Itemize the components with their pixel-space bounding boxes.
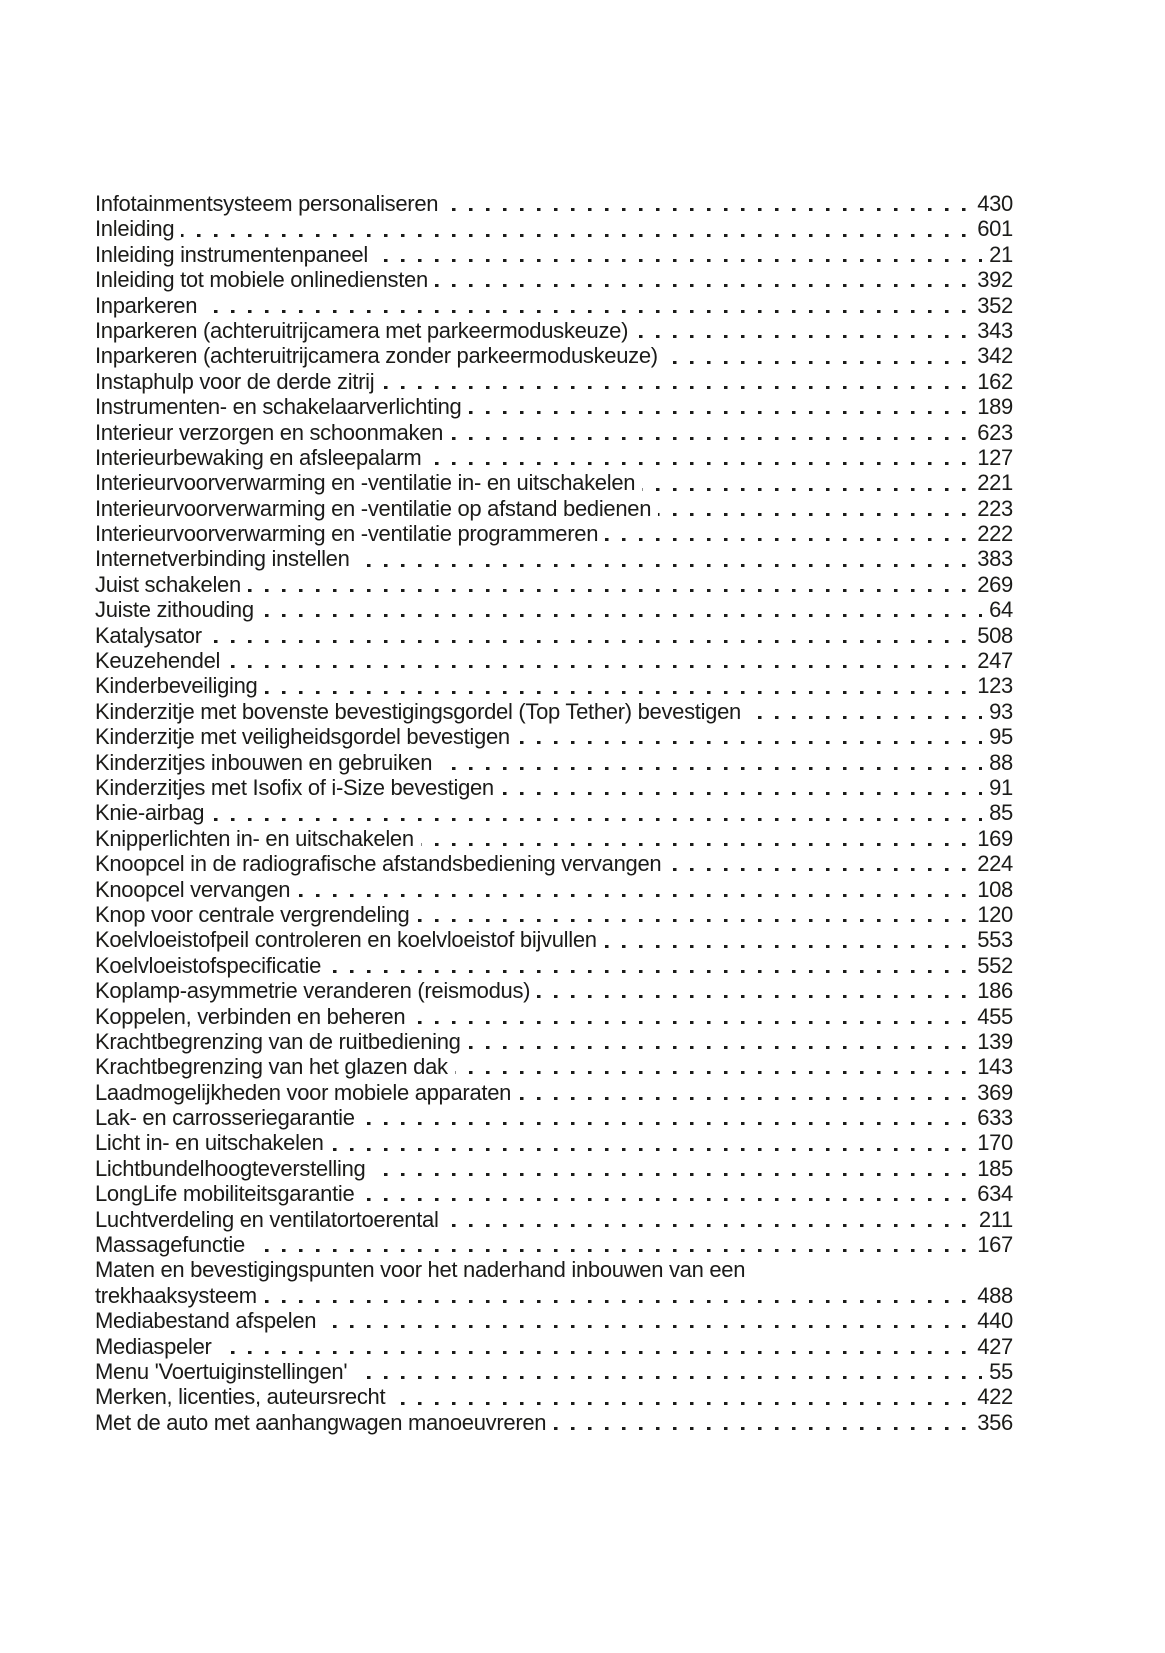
index-entry bbox=[95, 496, 1013, 521]
index-entry-page: 127 bbox=[970, 445, 1013, 470]
index-entry-label: Inleiding instrumentenpaneel bbox=[95, 242, 375, 267]
index-entry-label: Juist schakelen bbox=[95, 572, 248, 597]
index-entry-page: 223 bbox=[970, 496, 1013, 521]
index-entry-label: Laadmogelijkheden voor mobiele apparaten bbox=[95, 1080, 518, 1105]
index-entry-page: 269 bbox=[970, 572, 1013, 597]
index-entry bbox=[95, 1232, 1013, 1257]
index-entry-page: 162 bbox=[970, 369, 1013, 394]
index-entry-label: Instrumenten- en schakelaarverlichting bbox=[95, 394, 468, 419]
index-entry bbox=[95, 546, 1013, 571]
index-entry bbox=[95, 623, 1013, 648]
index-entry-label: Maten en bevestigingspunten voor het naderhand inbouwen van een bbox=[95, 1257, 752, 1282]
index-list bbox=[95, 191, 1013, 1435]
index-entry bbox=[95, 1080, 1013, 1105]
index-entry bbox=[95, 420, 1013, 445]
index-entry-page: 356 bbox=[970, 1410, 1013, 1435]
index-entry-label: Inleiding bbox=[95, 216, 181, 241]
index-entry-page: 383 bbox=[970, 546, 1013, 571]
index-entry-page: 369 bbox=[970, 1080, 1013, 1105]
index-entry-label: Lak- en carrosseriegarantie bbox=[95, 1105, 362, 1130]
index-entry bbox=[95, 1181, 1013, 1206]
index-entry-label: Knoopcel vervangen bbox=[95, 877, 297, 902]
index-entry-page: 247 bbox=[970, 648, 1013, 673]
index-entry-label: Interieurvoorverwarming en -ventilatie in- en uitschakelen bbox=[95, 470, 642, 495]
index-entry-label: Mediaspeler bbox=[95, 1334, 219, 1359]
index-entry bbox=[95, 1156, 1013, 1181]
index-entry-label: Mediabestand afspelen bbox=[95, 1308, 323, 1333]
index-entry bbox=[95, 826, 1013, 851]
index-entry-label: trekhaaksysteem bbox=[95, 1283, 264, 1308]
index-entry bbox=[95, 699, 1013, 724]
index-entry-page: 169 bbox=[970, 826, 1013, 851]
index-entry-page: 95 bbox=[982, 724, 1013, 749]
index-entry-label: Lichtbundelhoogteverstelling bbox=[95, 1156, 372, 1181]
index-entry-page: 64 bbox=[982, 597, 1013, 622]
index-entry-label: Interieurvoorverwarming en -ventilatie programmeren bbox=[95, 521, 605, 546]
index-entry-label: Knipperlichten in- en uitschakelen bbox=[95, 826, 421, 851]
index-entry-page: 601 bbox=[970, 216, 1013, 241]
index-entry bbox=[95, 800, 1013, 825]
index-entry bbox=[95, 1029, 1013, 1054]
index-entry bbox=[95, 1105, 1013, 1130]
index-entry-page: 224 bbox=[970, 851, 1013, 876]
index-entry-page: 139 bbox=[970, 1029, 1013, 1054]
index-entry-label: Internetverbinding instellen bbox=[95, 546, 357, 571]
index-entry-page: 392 bbox=[970, 267, 1013, 292]
index-entry-page: 342 bbox=[970, 343, 1013, 368]
index-entry-label: Koelvloeistofspecificatie bbox=[95, 953, 328, 978]
index-entry-label: Knop voor centrale vergrendeling bbox=[95, 902, 417, 927]
index-entry-line2 bbox=[95, 1283, 1013, 1308]
index-entry bbox=[95, 445, 1013, 470]
index-entry-line1 bbox=[95, 1257, 1013, 1282]
index-entry-label: Katalysator bbox=[95, 623, 209, 648]
index-entry-page: 143 bbox=[970, 1054, 1013, 1079]
index-entry bbox=[95, 648, 1013, 673]
index-entry-page: 88 bbox=[982, 750, 1013, 775]
index-entry bbox=[95, 216, 1013, 241]
index-entry bbox=[95, 927, 1013, 952]
index-entry-page: 634 bbox=[970, 1181, 1013, 1206]
index-entry-page: 93 bbox=[982, 699, 1013, 724]
index-entry bbox=[95, 1384, 1013, 1409]
index-entry-label: Krachtbegrenzing van de ruitbediening bbox=[95, 1029, 468, 1054]
index-entry-page: 108 bbox=[970, 877, 1013, 902]
index-entry bbox=[95, 318, 1013, 343]
index-entry-label: Knoopcel in de radiografische afstandsbediening vervangen bbox=[95, 851, 668, 876]
index-entry-label: Interieurbewaking en afsleepalarm bbox=[95, 445, 428, 470]
index-entry-label: Luchtverdeling en ventilatortoerental bbox=[95, 1207, 446, 1232]
index-entry-label: Instaphulp voor de derde zitrij bbox=[95, 369, 381, 394]
index-entry-label: Interieur verzorgen en schoonmaken bbox=[95, 420, 450, 445]
index-entry bbox=[95, 1359, 1013, 1384]
index-entry-page: 352 bbox=[970, 293, 1013, 318]
index-entry-label: Keuzehendel bbox=[95, 648, 227, 673]
index-entry bbox=[95, 724, 1013, 749]
index-entry-page: 623 bbox=[970, 420, 1013, 445]
index-entry bbox=[95, 750, 1013, 775]
index-entry-page: 222 bbox=[970, 521, 1013, 546]
index-entry-page: 123 bbox=[970, 673, 1013, 698]
index-entry-page: 85 bbox=[982, 800, 1013, 825]
index-entry bbox=[95, 1054, 1013, 1079]
index-entry bbox=[95, 1308, 1013, 1333]
index-entry-page: 508 bbox=[970, 623, 1013, 648]
index-entry bbox=[95, 343, 1013, 368]
index-entry-label: Kinderzitje met veiligheidsgordel bevestigen bbox=[95, 724, 517, 749]
index-entry-page: 221 bbox=[970, 470, 1013, 495]
index-entry bbox=[95, 1410, 1013, 1435]
index-entry-page: 120 bbox=[970, 902, 1013, 927]
index-entry-page: 552 bbox=[970, 953, 1013, 978]
index-entry-label: Knie-airbag bbox=[95, 800, 211, 825]
index-entry bbox=[95, 1334, 1013, 1359]
index-entry-label: Inparkeren (achteruitrijcamera met parkeermoduskeuze) bbox=[95, 318, 635, 343]
index-entry-page: 343 bbox=[970, 318, 1013, 343]
index-entry-page: 21 bbox=[982, 242, 1013, 267]
index-entry bbox=[95, 902, 1013, 927]
index-entry-page: 91 bbox=[982, 775, 1013, 800]
index-entry-label: Krachtbegrenzing van het glazen dak bbox=[95, 1054, 455, 1079]
index-entry-label: Koppelen, verbinden en beheren bbox=[95, 1004, 412, 1029]
index-entry-label: Kinderzitjes inbouwen en gebruiken bbox=[95, 750, 439, 775]
index-entry-page: 440 bbox=[970, 1308, 1013, 1333]
index-entry-page: 422 bbox=[970, 1384, 1013, 1409]
index-entry-page: 633 bbox=[970, 1105, 1013, 1130]
index-entry bbox=[95, 1207, 1013, 1232]
index-entry bbox=[95, 470, 1013, 495]
index-entry bbox=[95, 978, 1013, 1003]
index-entry-page: 185 bbox=[970, 1156, 1013, 1181]
index-entry bbox=[95, 597, 1013, 622]
index-entry bbox=[95, 851, 1013, 876]
index-entry-label: Merken, licenties, auteursrecht bbox=[95, 1384, 392, 1409]
index-entry-page: 455 bbox=[970, 1004, 1013, 1029]
index-entry-label: Kinderzitje met bovenste bevestigingsgordel (Top Tether) bevestigen bbox=[95, 699, 748, 724]
index-entry-label: Infotainmentsysteem personaliseren bbox=[95, 191, 445, 216]
index-entry bbox=[95, 293, 1013, 318]
index-entry bbox=[95, 267, 1013, 292]
index-entry-page: 167 bbox=[970, 1232, 1013, 1257]
index-entry-label: Inleiding tot mobiele onlinediensten bbox=[95, 267, 435, 292]
index-entry-label: Met de auto met aanhangwagen manoeuvreren bbox=[95, 1410, 553, 1435]
index-entry bbox=[95, 369, 1013, 394]
index-entry-label: Menu 'Voertuiginstellingen' bbox=[95, 1359, 354, 1384]
index-entry-page: 189 bbox=[970, 394, 1013, 419]
index-entry-label: Inparkeren (achteruitrijcamera zonder parkeermoduskeuze) bbox=[95, 343, 665, 368]
index-entry-page: 427 bbox=[970, 1334, 1013, 1359]
index-entry-label: Interieurvoorverwarming en -ventilatie op afstand bedienen bbox=[95, 496, 658, 521]
index-entry-label: Koelvloeistofpeil controleren en koelvloeistof bijvullen bbox=[95, 927, 604, 952]
index-entry bbox=[95, 877, 1013, 902]
index-entry-label: Juiste zithouding bbox=[95, 597, 261, 622]
index-entry-page: 430 bbox=[970, 191, 1013, 216]
index-entry bbox=[95, 394, 1013, 419]
index-entry-page: 55 bbox=[982, 1359, 1013, 1384]
index-entry-page: 553 bbox=[970, 927, 1013, 952]
index-entry bbox=[95, 572, 1013, 597]
index-entry bbox=[95, 242, 1013, 267]
index-entry-label: Kinderzitjes met Isofix of i-Size bevestigen bbox=[95, 775, 501, 800]
index-entry-label: Kinderbeveiliging bbox=[95, 673, 264, 698]
index-entry bbox=[95, 953, 1013, 978]
index-entry-page: 488 bbox=[970, 1283, 1013, 1308]
index-entry-label: Koplamp-asymmetrie veranderen (reismodus) bbox=[95, 978, 537, 1003]
index-entry bbox=[95, 191, 1013, 216]
index-entry bbox=[95, 1004, 1013, 1029]
index-entry bbox=[95, 775, 1013, 800]
index-entry-label: Inparkeren bbox=[95, 293, 204, 318]
index-entry-label: Licht in- en uitschakelen bbox=[95, 1130, 331, 1155]
index-entry-label: LongLife mobiliteitsgarantie bbox=[95, 1181, 361, 1206]
index-entry-page: 170 bbox=[970, 1130, 1013, 1155]
index-entry-page: 186 bbox=[970, 978, 1013, 1003]
index-entry bbox=[95, 673, 1013, 698]
index-entry bbox=[95, 521, 1013, 546]
index-entry-page: 211 bbox=[972, 1207, 1013, 1232]
index-entry-label: Massagefunctie bbox=[95, 1232, 252, 1257]
index-entry bbox=[95, 1130, 1013, 1155]
